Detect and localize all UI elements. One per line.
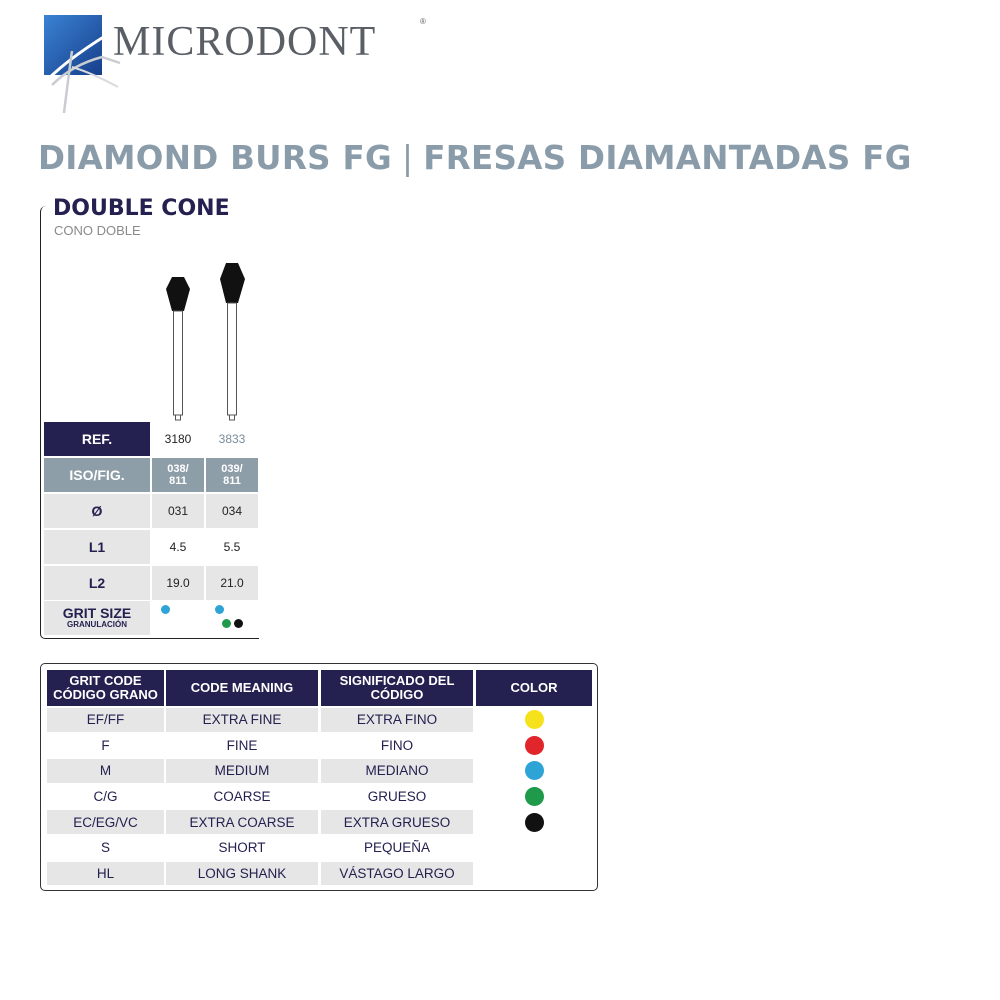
- significado-header: [321, 670, 473, 706]
- diameter-label: Ø: [44, 494, 150, 528]
- registered-mark: ®: [420, 17, 426, 26]
- brand-name: MICRODONT: [113, 19, 377, 65]
- l2-label: L2: [44, 566, 150, 600]
- l1-label: L1: [44, 530, 150, 564]
- grit-size-label-text: GRIT SIZE: [62, 605, 132, 621]
- grit-dots-3180: [152, 601, 204, 635]
- product-subname: CONO DOBLE: [54, 223, 141, 238]
- grit-size-label: [44, 601, 150, 635]
- bur-3833-illustration: [220, 263, 245, 420]
- grit-code-cell: F: [47, 734, 164, 758]
- color-cell: [476, 759, 592, 783]
- iso-value-3833: [206, 458, 258, 492]
- significado-cell: VÁSTAGO LARGO: [321, 862, 473, 886]
- grit-dot-extra-coarse: [234, 619, 243, 628]
- iso-value-3180-top: 038/: [167, 463, 189, 475]
- l2-value-3833: 21.0: [206, 566, 258, 600]
- significado-header-line1: SIGNIFICADO DEL: [339, 673, 455, 688]
- color-cell: [476, 708, 592, 732]
- significado-cell: FINO: [321, 734, 473, 758]
- iso-label: ISO/FIG.: [44, 458, 150, 492]
- grit-dots-3833: [206, 601, 258, 635]
- iso-value-3180: [152, 458, 204, 492]
- grit-code-cell: C/G: [47, 785, 164, 809]
- grit-code-cell: S: [47, 836, 164, 860]
- code-meaning-cell: EXTRA FINE: [166, 708, 318, 732]
- grit-color-dot: [525, 761, 544, 780]
- l1-value-3180: 4.5: [152, 530, 204, 564]
- color-cell: [476, 810, 592, 834]
- diameter-value-3180: 031: [152, 494, 204, 528]
- microdont-logo-icon: [42, 15, 122, 115]
- heading-separator: |: [401, 139, 414, 177]
- heading-english: DIAMOND BURS FG: [38, 139, 392, 177]
- bur-3180-illustration: [166, 277, 190, 420]
- color-header: COLOR: [476, 670, 592, 706]
- grit-color-dot: [525, 813, 544, 832]
- grit-code-header: [47, 670, 164, 706]
- code-meaning-cell: MEDIUM: [166, 759, 318, 783]
- code-meaning-cell: SHORT: [166, 836, 318, 860]
- grit-color-dot: [525, 710, 544, 729]
- page-heading: [38, 139, 912, 177]
- iso-value-3180-bottom: 811: [169, 475, 187, 487]
- product-name: DOUBLE CONE: [53, 196, 230, 221]
- grit-code-header-es: CÓDIGO GRANO: [53, 687, 158, 702]
- bur-illustrations: [150, 255, 260, 425]
- code-meaning-cell: EXTRA COARSE: [166, 810, 318, 834]
- grit-dot-medium: [161, 605, 170, 614]
- grit-code-header-en: GRIT CODE: [69, 673, 142, 688]
- grit-code-cell: EF/FF: [47, 708, 164, 732]
- grit-code-cell: EC/EG/VC: [47, 810, 164, 834]
- ref-label: REF.: [44, 422, 150, 456]
- color-cell: [476, 836, 592, 860]
- significado-cell: PEQUEÑA: [321, 836, 473, 860]
- significado-cell: MEDIANO: [321, 759, 473, 783]
- color-cell: [476, 734, 592, 758]
- grit-code-cell: M: [47, 759, 164, 783]
- ref-value-3833: 3833: [206, 422, 258, 456]
- code-meaning-cell: COARSE: [166, 785, 318, 809]
- grit-dot-coarse: [222, 619, 231, 628]
- l2-value-3180: 19.0: [152, 566, 204, 600]
- grit-color-dot: [525, 787, 544, 806]
- significado-header-line2: CÓDIGO: [370, 687, 424, 702]
- grit-dot-medium: [215, 605, 224, 614]
- ref-value-3180: 3180: [152, 422, 204, 456]
- code-meaning-cell: FINE: [166, 734, 318, 758]
- color-cell: [476, 862, 592, 886]
- iso-value-3833-bottom: 811: [223, 475, 241, 487]
- heading-spanish: FRESAS DIAMANTADAS FG: [423, 139, 912, 177]
- grit-color-dot: [525, 736, 544, 755]
- iso-value-3833-top: 039/: [221, 463, 243, 475]
- l1-value-3833: 5.5: [206, 530, 258, 564]
- significado-cell: GRUESO: [321, 785, 473, 809]
- grit-code-cell: HL: [47, 862, 164, 886]
- significado-cell: EXTRA GRUESO: [321, 810, 473, 834]
- code-meaning-cell: LONG SHANK: [166, 862, 318, 886]
- color-cell: [476, 785, 592, 809]
- code-meaning-header: CODE MEANING: [166, 670, 318, 706]
- grit-size-sublabel: GRANULACIÓN: [67, 620, 127, 629]
- significado-cell: EXTRA FINO: [321, 708, 473, 732]
- diameter-value-3833: 034: [206, 494, 258, 528]
